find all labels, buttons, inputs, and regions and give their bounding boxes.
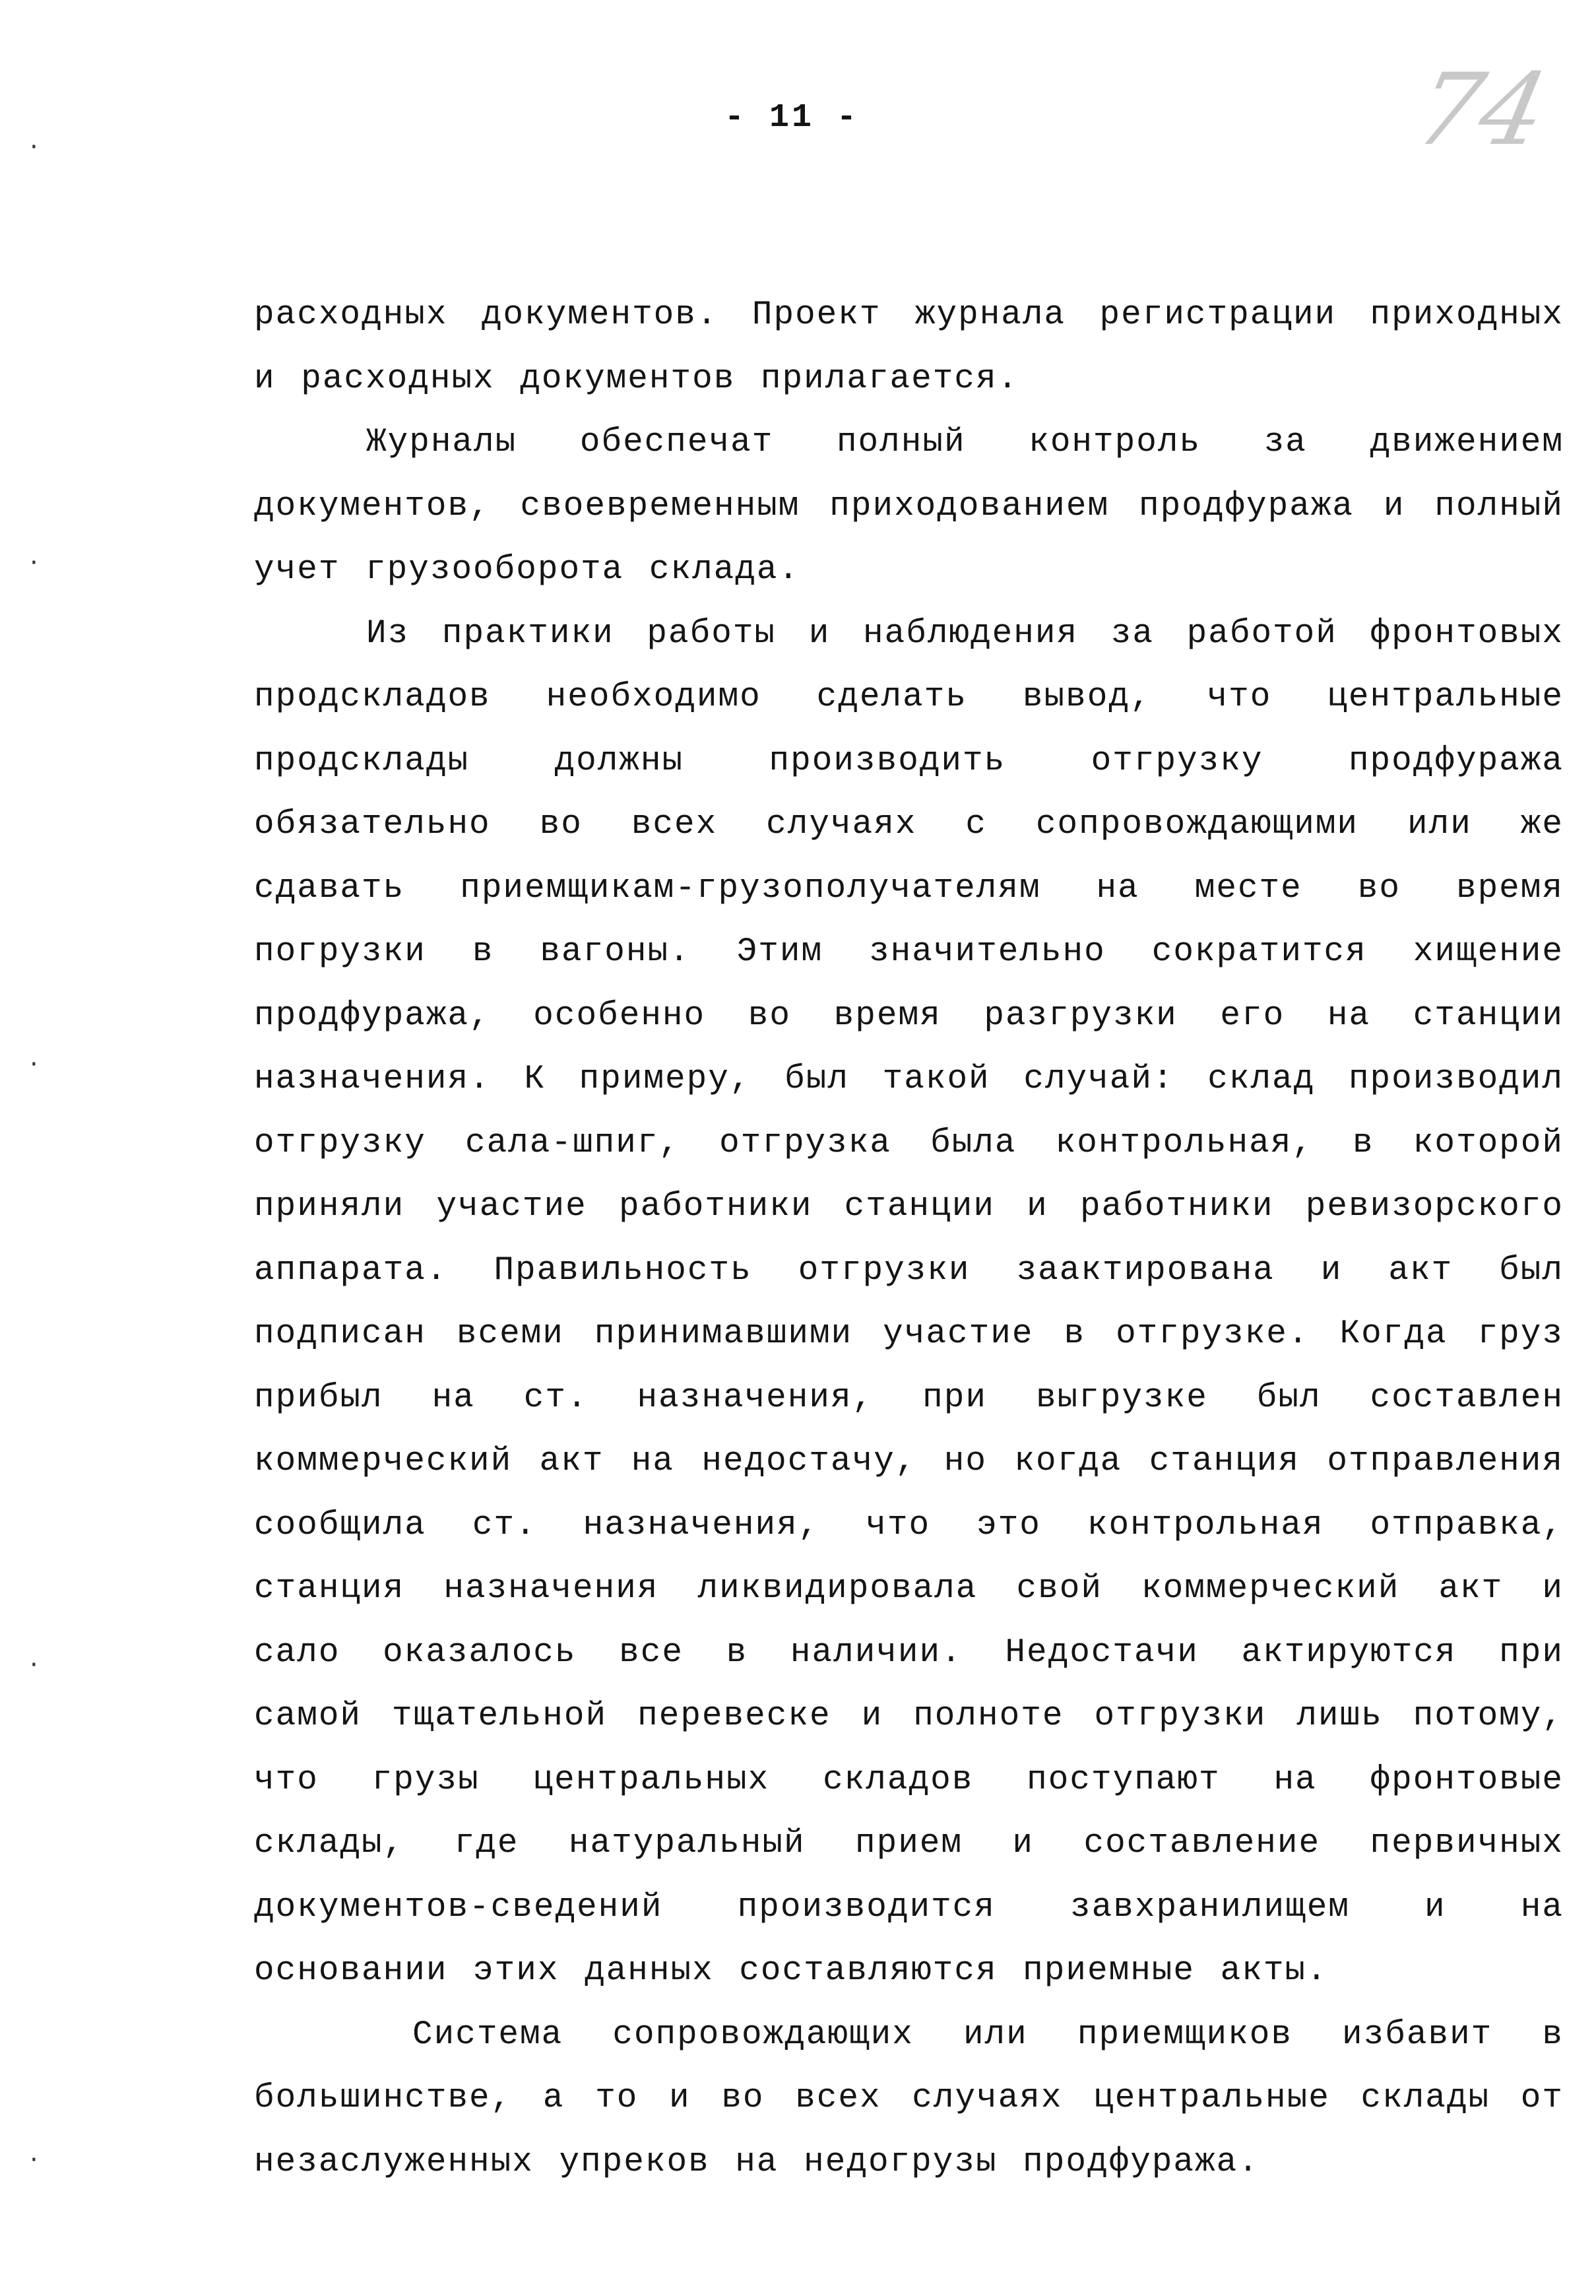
paragraph-continuation: расходных документов. Проект журнала регистрации приходных и расходных документов прилагается. [254, 296, 1564, 398]
margin-speck: · [30, 2145, 38, 2175]
margin-speck: · [30, 1049, 38, 1080]
page-number: - 11 - [724, 99, 860, 137]
margin-speck: · [30, 1650, 38, 1680]
archive-number: 74 [1406, 53, 1557, 168]
document-body [254, 284, 1564, 2194]
margin-speck: · [30, 132, 38, 162]
margin-speck: · [30, 548, 38, 578]
paragraph-practice: Из практики работы и наблюдения за работой фронтовых продскладов необходимо сделать вывод, что центральные продсклады должны производить отгрузку продфуража обязательно во всех случаях с сопровождающими или же сдавать приемщикам-грузополучателям на месте во время погрузки в вагоны. Этим значительно сократится хищение продфуража, особенно во время разгрузки его на станции назначения. К примеру, был такой случай: склад производил отгрузку сала-шпиг, отгрузка была контрольная, в которой приняли участие работники станции и работники ревизорского аппарата. Правильность отгрузки заактирована и акт был подписан всеми принимавшими участие в отгрузке. Когда груз прибыл на ст. назначения, при выгрузке был составлен коммерческий акт на недостачу, но когда станция отправления сообщила ст. назначения, что это контрольная отправка, станция назначения ликвидировала свой коммерческий акт и сало оказалось все в наличии. Недостачи актируются при самой тщательной перевеске и полноте отгрузки лишь потому, что грузы центральных складов поступают на фронтовые склады, где натуральный прием и составление первичных документов-сведений производится завхранилищем и на основании этих данных составляются приемные акты. [254, 614, 1564, 1990]
paragraph-system: Система сопровождающих или приемщиков избавит в большинстве, а то и во всех случаях центральные склады от незаслуженных упреков на недогрузы продфуража. [254, 2016, 1564, 2181]
paragraph-journals: Журналы обеспечат полный контроль за движением документов, своевременным приходованием продфуража и полный учет грузооборота склада. [254, 424, 1564, 589]
